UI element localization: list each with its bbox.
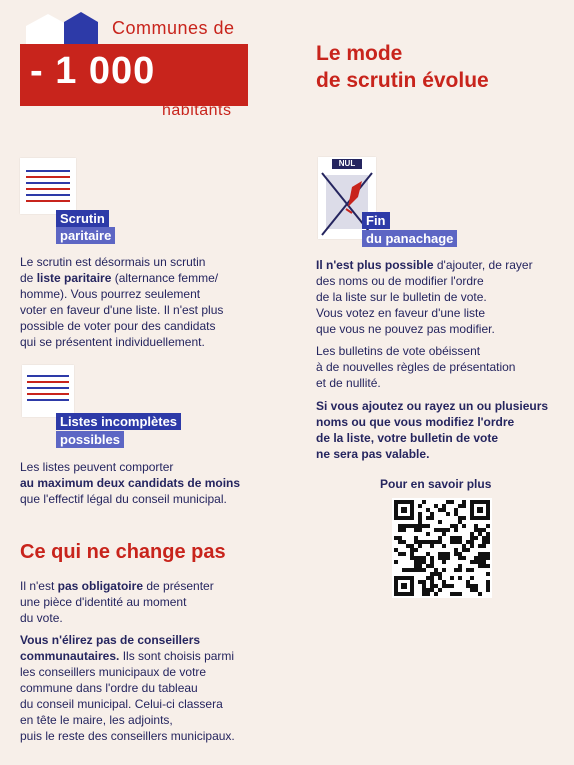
qr-module bbox=[450, 500, 454, 504]
qr-module bbox=[450, 584, 454, 588]
qr-module bbox=[462, 504, 466, 508]
change-pas-text-1: Il n'est pas obligatoire de présenter une pièce d'identité au moment du vote. bbox=[20, 579, 214, 625]
tag-scrutin-paritaire-2: paritaire bbox=[56, 227, 115, 244]
qr-module bbox=[442, 568, 446, 572]
qr-module bbox=[426, 524, 430, 528]
qr-module bbox=[486, 556, 490, 560]
qr-module bbox=[414, 548, 418, 552]
qr-module bbox=[442, 560, 446, 564]
qr-module bbox=[430, 544, 434, 548]
listes-incompletes-text: Les listes peuvent comporter au maximum deux candidats de moins que l'effectif légal du conseil municipal. bbox=[20, 460, 241, 506]
tag-listes-incompletes: Listes incomplètes bbox=[56, 413, 181, 430]
fin-panachage-text-2: Les bulletins de vote obéissent à de nouvelles règles de présentation et de nullité. bbox=[316, 344, 516, 390]
qr-module bbox=[446, 556, 450, 560]
qr-module bbox=[458, 568, 462, 572]
qr-finder-tl bbox=[394, 500, 414, 520]
scrutin-paritaire-text: Le scrutin est désormais un scrutin de liste paritaire (alternance femme/ homme). Vous pourrez seulement voter en faveur d'une liste. Il n'est plus possible de voter pour des candidats qui se présentent individuellement. bbox=[20, 255, 224, 349]
qr-module bbox=[486, 572, 490, 576]
fin-panachage-text-1: Il n'est plus possible d'ajouter, de rayer des noms ou de modifier l'ordre de la liste sur le bulletin de vote. Vous votez en faveur d'une liste que vous ne pouvez pas modifier. bbox=[316, 258, 533, 336]
qr-module bbox=[458, 576, 462, 580]
section-title-ce-qui-ne-change-pas: Ce qui ne change pas bbox=[20, 541, 226, 563]
qr-module bbox=[422, 500, 426, 504]
ballot-icon-incomplete bbox=[22, 365, 74, 417]
qr-module bbox=[434, 592, 438, 596]
qr-finder-tr bbox=[470, 500, 490, 520]
qr-module bbox=[450, 576, 454, 580]
qr-module bbox=[470, 568, 474, 572]
qr-module bbox=[478, 592, 482, 596]
qr-module bbox=[402, 552, 406, 556]
qr-module bbox=[462, 524, 466, 528]
ballot-icon bbox=[20, 158, 76, 214]
qr-module bbox=[402, 528, 406, 532]
qr-module bbox=[454, 528, 458, 532]
qr-module bbox=[418, 504, 422, 508]
qr-module bbox=[442, 532, 446, 536]
population-number: - 1 000 bbox=[30, 50, 156, 92]
qr-module bbox=[426, 532, 430, 536]
qr-module bbox=[394, 560, 398, 564]
qr-module bbox=[438, 588, 442, 592]
qr-module bbox=[442, 544, 446, 548]
qr-module bbox=[486, 588, 490, 592]
tag-fin: Fin bbox=[362, 212, 390, 229]
qr-module bbox=[486, 524, 490, 528]
fin-panachage-warning: Si vous ajoutez ou rayez un ou plusieurs noms ou que vous modifiez l'ordre de la liste, votre bulletin de vote ne sera pas valable. bbox=[316, 399, 549, 461]
qr-module bbox=[486, 540, 490, 544]
qr-module bbox=[438, 520, 442, 524]
qr-module bbox=[470, 544, 474, 548]
change-pas-text-2: Vous n'élirez pas de conseillers communautaires. Ils sont choisis parmi les conseillers municipaux de votre commune dans l'ordre du tableau du conseil municipal. Celui-ci classera en tête le maire, les adjoints, puis le reste des conseillers municipaux. bbox=[20, 633, 235, 743]
qr-module bbox=[422, 568, 426, 572]
qr-module bbox=[466, 548, 470, 552]
qr-module bbox=[482, 544, 486, 548]
nul-label: NUL bbox=[338, 159, 356, 168]
qr-module bbox=[446, 512, 450, 516]
page-title: Le mode de scrutin évolue bbox=[316, 42, 489, 92]
qr-module bbox=[486, 564, 490, 568]
qr-module bbox=[426, 592, 430, 596]
tag-listes-incompletes-2: possibles bbox=[56, 431, 124, 448]
qr-module bbox=[446, 528, 450, 532]
qr-code[interactable] bbox=[392, 498, 492, 598]
qr-module bbox=[418, 544, 422, 548]
qr-module bbox=[462, 516, 466, 520]
qr-module bbox=[430, 516, 434, 520]
qr-module bbox=[474, 536, 478, 540]
qr-finder-bl bbox=[394, 576, 414, 596]
qr-module bbox=[418, 528, 422, 532]
qr-label: Pour en savoir plus bbox=[380, 477, 492, 491]
qr-module bbox=[470, 576, 474, 580]
communes-de-label: Communes de bbox=[112, 18, 235, 38]
qr-module bbox=[458, 592, 462, 596]
habitants-label: habitants bbox=[162, 102, 232, 119]
qr-module bbox=[462, 556, 466, 560]
tag-scrutin-paritaire: Scrutin bbox=[56, 210, 109, 227]
tag-du-panachage: du panachage bbox=[362, 230, 457, 247]
